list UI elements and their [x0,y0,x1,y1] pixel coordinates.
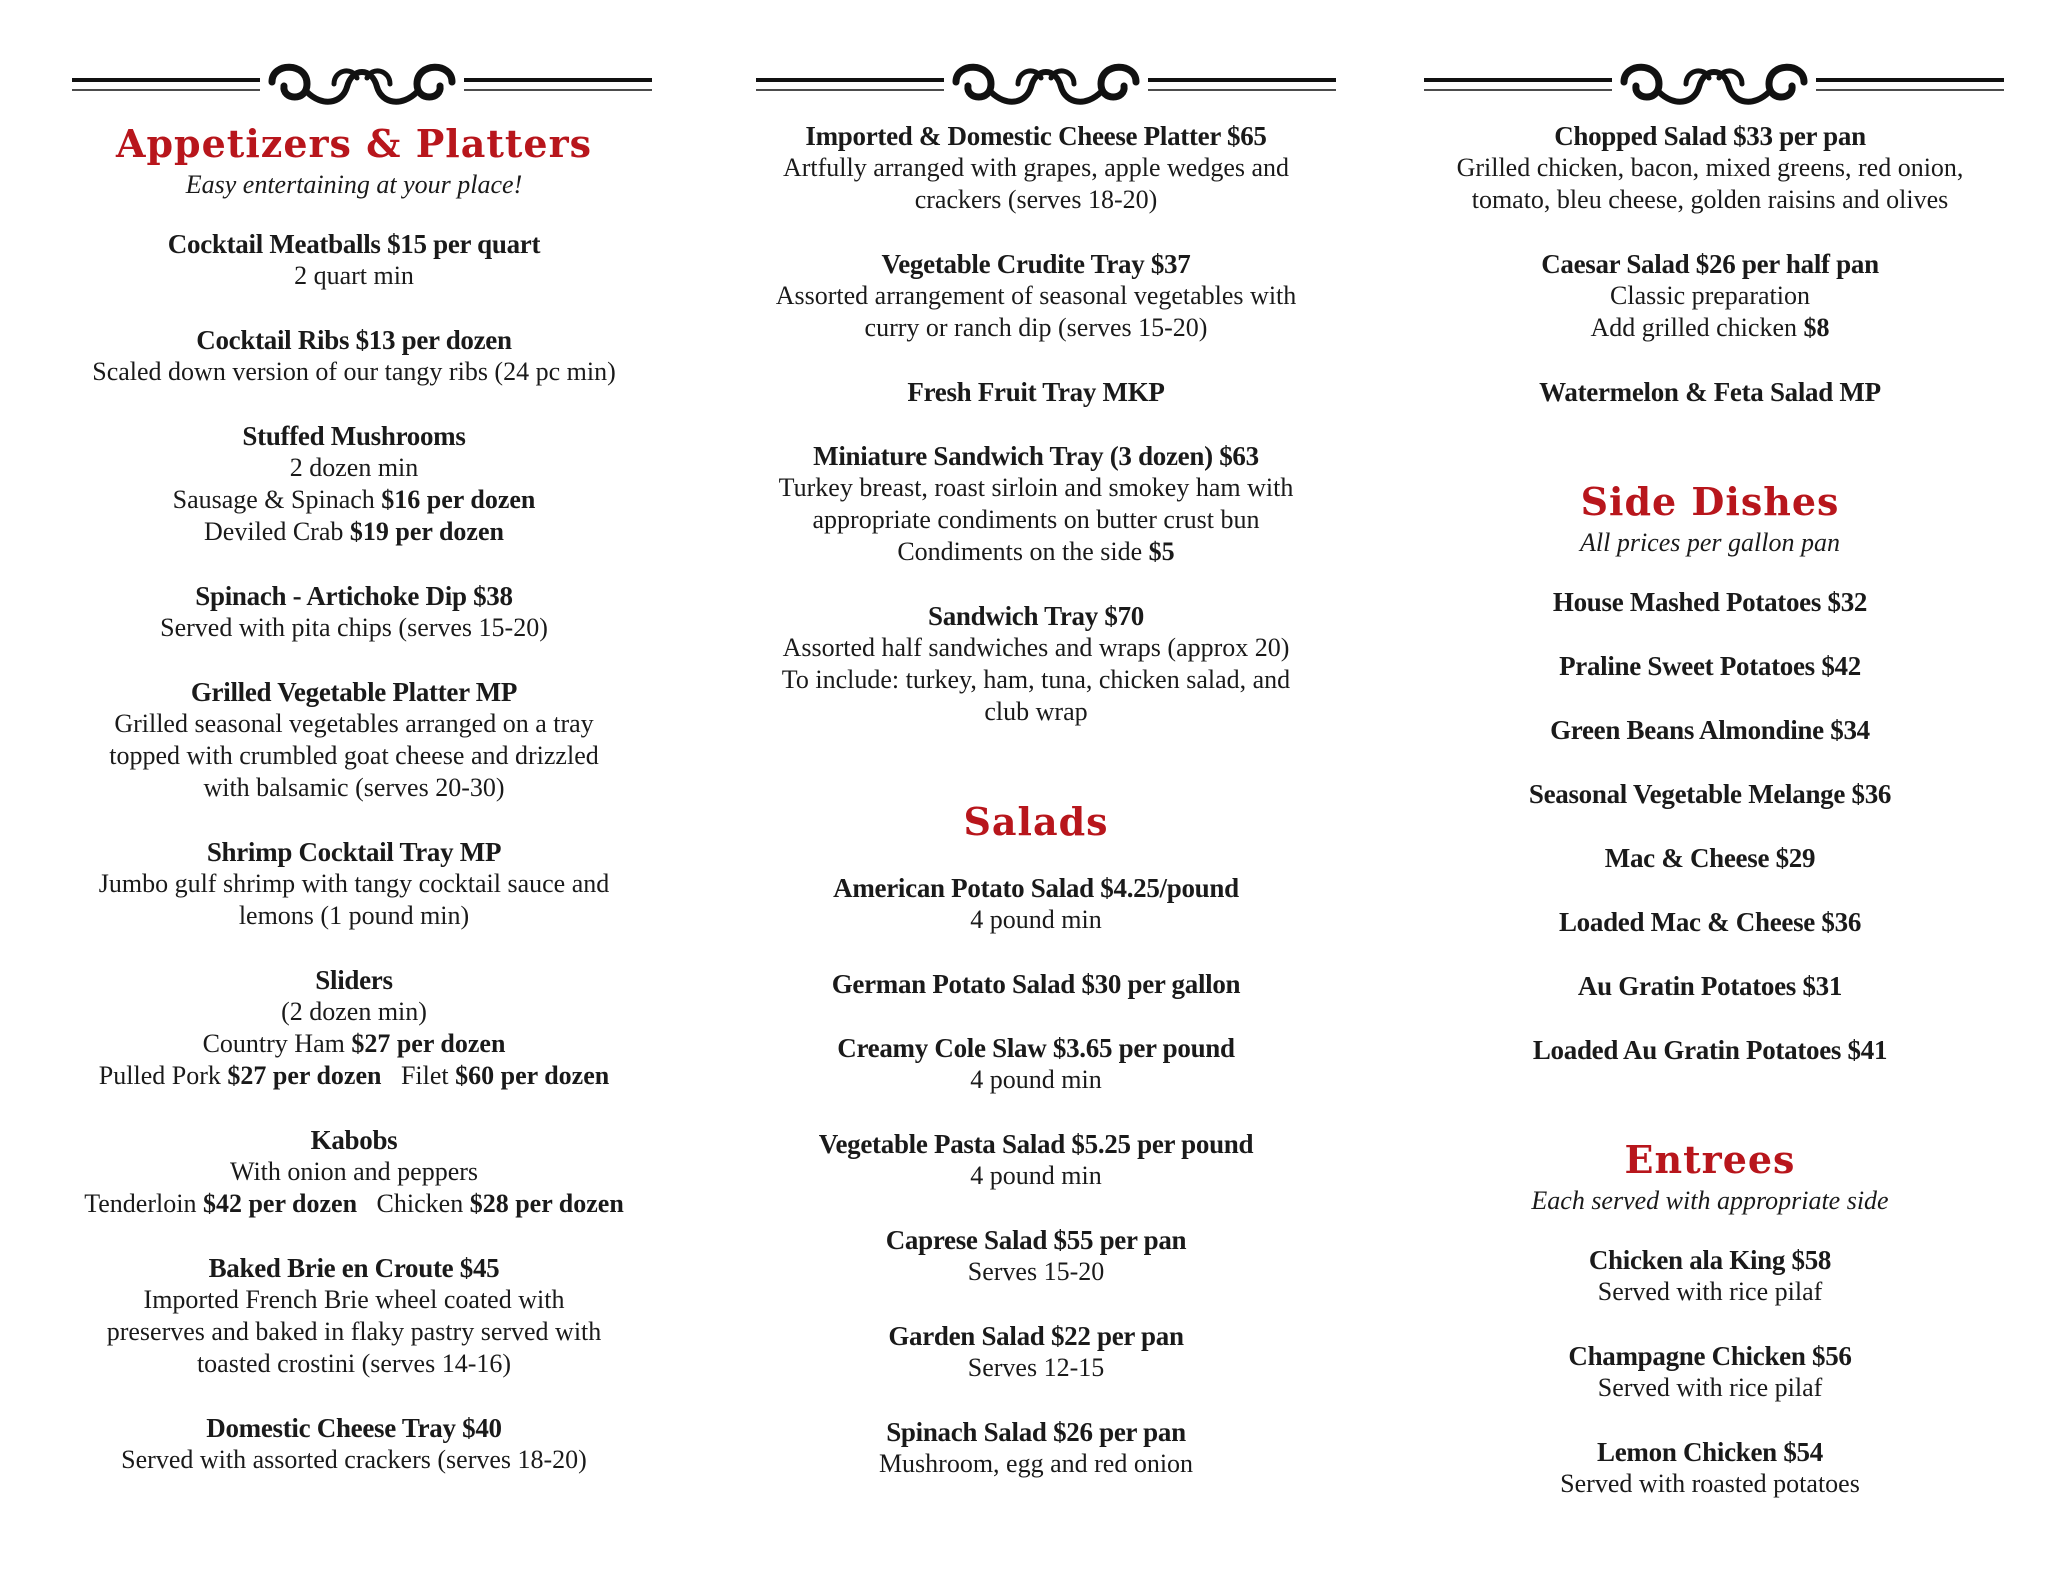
price-text: $27 per dozen [351,1029,506,1058]
menu-item [1410,778,2010,810]
menu-item-name: Fresh Fruit Tray MKP [907,377,1165,407]
menu-item-name: Vegetable Crudite Tray $37 [881,249,1191,279]
menu-item [1410,586,2010,618]
menu-section [736,120,1336,728]
section-subtitle: All prices per gallon pan [1580,528,1840,557]
menu-item-description [54,356,654,388]
menu-item-name: Spinach Salad $26 per pan [886,1417,1186,1447]
menu-item-name: Watermelon & Feta Salad MP [1539,377,1881,407]
menu-item-description [736,152,1336,184]
description-text: appropriate condiments on butter crust bun [812,505,1260,534]
menu-item-description [1410,280,2010,312]
menu-item-description [54,772,654,804]
description-text: Artfully arranged with grapes, apple wedges and [782,153,1290,182]
menu-item-description [736,632,1336,664]
menu-item-description [1410,312,2010,344]
menu-item-description [1410,152,2010,184]
section-subtitle: Easy entertaining at your place! [185,170,523,199]
description-text: Served with rice pilaf [1597,1373,1823,1402]
price-text: $16 per dozen [381,485,536,514]
description-text: Served with assorted crackers (serves 18-20) [121,1445,587,1474]
price-text: $8 [1803,313,1830,342]
menu-item-name: Mac & Cheese $29 [1604,843,1816,873]
menu-item [54,676,654,804]
menu-item-name: Cocktail Meatballs $15 per quart [167,229,541,259]
menu-item-description [736,312,1336,344]
description-text: Deviled Crab [204,517,350,546]
menu-item-name: Au Gratin Potatoes $31 [1577,971,1843,1001]
menu-item-name: Champagne Chicken $56 [1568,1341,1852,1371]
menu-item [1410,1244,2010,1308]
scroll-flourish-icon [756,52,1336,128]
menu-item-name: Green Beans Almondine $34 [1550,715,1870,745]
menu-item [736,1416,1336,1480]
menu-item-description [736,280,1336,312]
menu-item [736,120,1336,216]
column-2-content [736,120,1336,1512]
description-text: Grilled seasonal vegetables arranged on a tray [114,709,594,738]
menu-item [54,836,654,932]
menu-item-name: Miniature Sandwich Tray (3 dozen) $63 [813,441,1259,471]
menu-item-description [1410,1372,2010,1404]
menu-item-name: German Potato Salad $30 per gallon [831,969,1241,999]
menu-item-description [54,868,654,900]
menu-section [736,760,1336,1480]
description-text: Assorted arrangement of seasonal vegetables with [775,281,1297,310]
menu-item-name: Cocktail Ribs $13 per dozen [196,325,512,355]
menu-item-description [54,452,654,484]
menu-item [54,420,654,548]
menu-item [736,968,1336,1000]
menu-item-description [54,260,654,292]
menu-item [736,872,1336,936]
menu-item [736,1224,1336,1288]
description-text: Country Ham [202,1029,352,1058]
menu-item-description [54,1444,654,1476]
description-text: Add grilled chicken [1590,313,1804,342]
price-text: $28 per dozen [469,1189,624,1218]
scroll-flourish-icon [1424,52,2004,128]
menu-item-name: Shrimp Cocktail Tray MP [206,837,502,867]
section-title: Side Dishes [1580,479,1840,524]
menu-item-name: Chopped Salad $33 per pan [1554,121,1866,151]
description-text: Sausage & Spinach [172,485,382,514]
menu-item-description [736,1160,1336,1192]
menu-item-description [54,1316,654,1348]
description-text: with balsamic (serves 20-30) [203,773,505,802]
description-text: Serves 12-15 [967,1353,1105,1382]
menu-item-name: Caprese Salad $55 per pan [885,1225,1187,1255]
menu-item-description [736,664,1336,696]
menu-item-description [54,1156,654,1188]
menu-item-name: American Potato Salad $4.25/pound [833,873,1239,903]
column-1-content [54,120,654,1508]
description-text: curry or ranch dip (serves 15-20) [864,313,1208,342]
menu-item-description [54,516,654,548]
description-text: 2 quart min [294,261,414,290]
section-title: Salads [963,799,1109,844]
menu-item-name: Loaded Au Gratin Potatoes $41 [1532,1035,1888,1065]
menu-item-description [1410,1276,2010,1308]
description-text: To include: turkey, ham, tuna, chicken salad, and [781,665,1291,694]
description-text: 2 dozen min [289,453,419,482]
menu-item [736,1032,1336,1096]
menu-item [1410,1436,2010,1500]
price-text: $60 per dozen [455,1061,610,1090]
description-text: 4 pound min [970,1161,1102,1190]
menu-item-name: Praline Sweet Potatoes $42 [1559,651,1861,681]
description-text: crackers (serves 18-20) [914,185,1158,214]
menu-item [1410,1034,2010,1066]
description-text: Served with rice pilaf [1597,1277,1823,1306]
description-text: Turkey breast, roast sirloin and smokey ham with [778,473,1294,502]
menu-item-name: Baked Brie en Croute $45 [208,1253,500,1283]
menu-item-name: Garden Salad $22 per pan [888,1321,1184,1351]
menu-item-description [54,612,654,644]
menu-section [1410,120,2010,408]
menu-item [54,1412,654,1476]
menu-item [1410,714,2010,746]
menu-item-description [54,1028,654,1060]
menu-item-description [736,904,1336,936]
menu-item-name: Creamy Cole Slaw $3.65 per pound [837,1033,1235,1063]
menu-item-name: Lemon Chicken $54 [1597,1437,1823,1467]
menu-item-description [54,1060,654,1092]
menu-item-description [736,536,1336,568]
menu-item [1410,248,2010,344]
description-text: Serves 15-20 [967,1257,1105,1286]
menu-item-description [736,1448,1336,1480]
menu-item-description [736,184,1336,216]
column-3-content [1410,120,2010,1532]
menu-item-name: Sandwich Tray $70 [928,601,1144,631]
menu-item [1410,970,2010,1002]
menu-item [736,600,1336,728]
description-text: Jumbo gulf shrimp with tangy cocktail sauce and [98,869,610,898]
description-text: Chicken [357,1189,470,1218]
section-title: Entrees [1624,1137,1796,1182]
menu-item-description [54,740,654,772]
description-text: Assorted half sandwiches and wraps (approx 20) [782,633,1290,662]
description-text: Served with pita chips (serves 15-20) [160,613,548,642]
menu-section [1410,440,2010,1066]
menu-item-description [1410,1468,2010,1500]
menu-item-name: Loaded Mac & Cheese $36 [1558,907,1862,937]
menu-item [736,440,1336,568]
menu-item [1410,1340,2010,1404]
description-text: club wrap [984,697,1088,726]
menu-item-name: Imported & Domestic Cheese Platter $65 [805,121,1267,151]
menu-item [1410,842,2010,874]
menu-item-description [1410,184,2010,216]
description-text: With onion and peppers [229,1157,479,1186]
menu-item-description [54,996,654,1028]
menu-item-name: Caesar Salad $26 per half pan [1541,249,1879,279]
section-spacer [1410,1098,2010,1136]
menu-item-description [54,900,654,932]
description-text: Scaled down version of our tangy ribs (24 pc min) [92,357,616,386]
menu-item-description [54,708,654,740]
menu-item-name: Stuffed Mushrooms [242,421,466,451]
menu-section [54,120,654,1476]
menu-item-description [54,484,654,516]
menu-item [1410,376,2010,408]
menu-item-name: Domestic Cheese Tray $40 [206,1413,502,1443]
menu-item-name: Vegetable Pasta Salad $5.25 per pound [818,1129,1254,1159]
menu-item-name: Sliders [315,965,393,995]
description-text: Served with roasted potatoes [1560,1469,1860,1498]
section-spacer [1410,440,2010,478]
menu-item [1410,650,2010,682]
menu-item [54,580,654,644]
menu-item-description [736,696,1336,728]
menu-item [54,1124,654,1220]
description-text: Pulled Pork [98,1061,228,1090]
description-text: Filet [381,1061,456,1090]
menu-item-description [736,472,1336,504]
description-text: tomato, bleu cheese, golden raisins and olives [1471,185,1949,214]
description-text: Grilled chicken, bacon, mixed greens, red onion, [1456,153,1964,182]
menu-item-name: Spinach - Artichoke Dip $38 [195,581,513,611]
description-text: 4 pound min [970,905,1102,934]
menu-item [736,376,1336,408]
menu-item-name: House Mashed Potatoes $32 [1552,587,1868,617]
description-text: toasted crostini (serves 14-16) [196,1349,512,1378]
menu-section [1410,1098,2010,1500]
description-text: Mushroom, egg and red onion [878,1449,1194,1478]
menu-item-description [736,1256,1336,1288]
menu-item [736,248,1336,344]
menu-item-description [54,1284,654,1316]
menu-item [54,964,654,1092]
menu-item-description [54,1348,654,1380]
price-text: $27 per dozen [227,1061,382,1090]
description-text: (2 dozen min) [281,997,427,1026]
description-text: preserves and baked in flaky pastry served with [106,1317,602,1346]
price-text: $19 per dozen [349,517,504,546]
menu-item-name: Chicken ala King $58 [1588,1245,1832,1275]
menu-item-name: Kabobs [310,1125,398,1155]
description-text: Condiments on the side [897,537,1149,566]
menu-item-name: Seasonal Vegetable Melange $36 [1528,779,1892,809]
menu-item [54,1252,654,1380]
section-spacer [736,760,1336,798]
scroll-flourish-icon [72,52,652,128]
menu-item [1410,906,2010,938]
section-title: Appetizers & Platters [115,121,593,166]
menu-item-description [736,1064,1336,1096]
description-text: Classic preparation [1610,281,1810,310]
price-text: $5 [1148,537,1175,566]
description-text: lemons (1 pound min) [238,901,470,930]
description-text: topped with crumbled goat cheese and drizzled [109,741,599,770]
title-spacer [736,846,1336,872]
menu-item [736,1128,1336,1192]
menu-item [54,228,654,292]
description-text: 4 pound min [970,1065,1102,1094]
menu-item-description [54,1188,654,1220]
menu-item-name: Grilled Vegetable Platter MP [190,677,518,707]
description-text: Tenderloin [84,1189,203,1218]
menu-item-description [736,1352,1336,1384]
price-text: $42 per dozen [202,1189,358,1218]
menu-item [736,1320,1336,1384]
menu-item [1410,120,2010,216]
description-text: Imported French Brie wheel coated with [143,1285,565,1314]
menu-item-description [736,504,1336,536]
menu-item [54,324,654,388]
section-subtitle: Each served with appropriate side [1531,1186,1889,1215]
